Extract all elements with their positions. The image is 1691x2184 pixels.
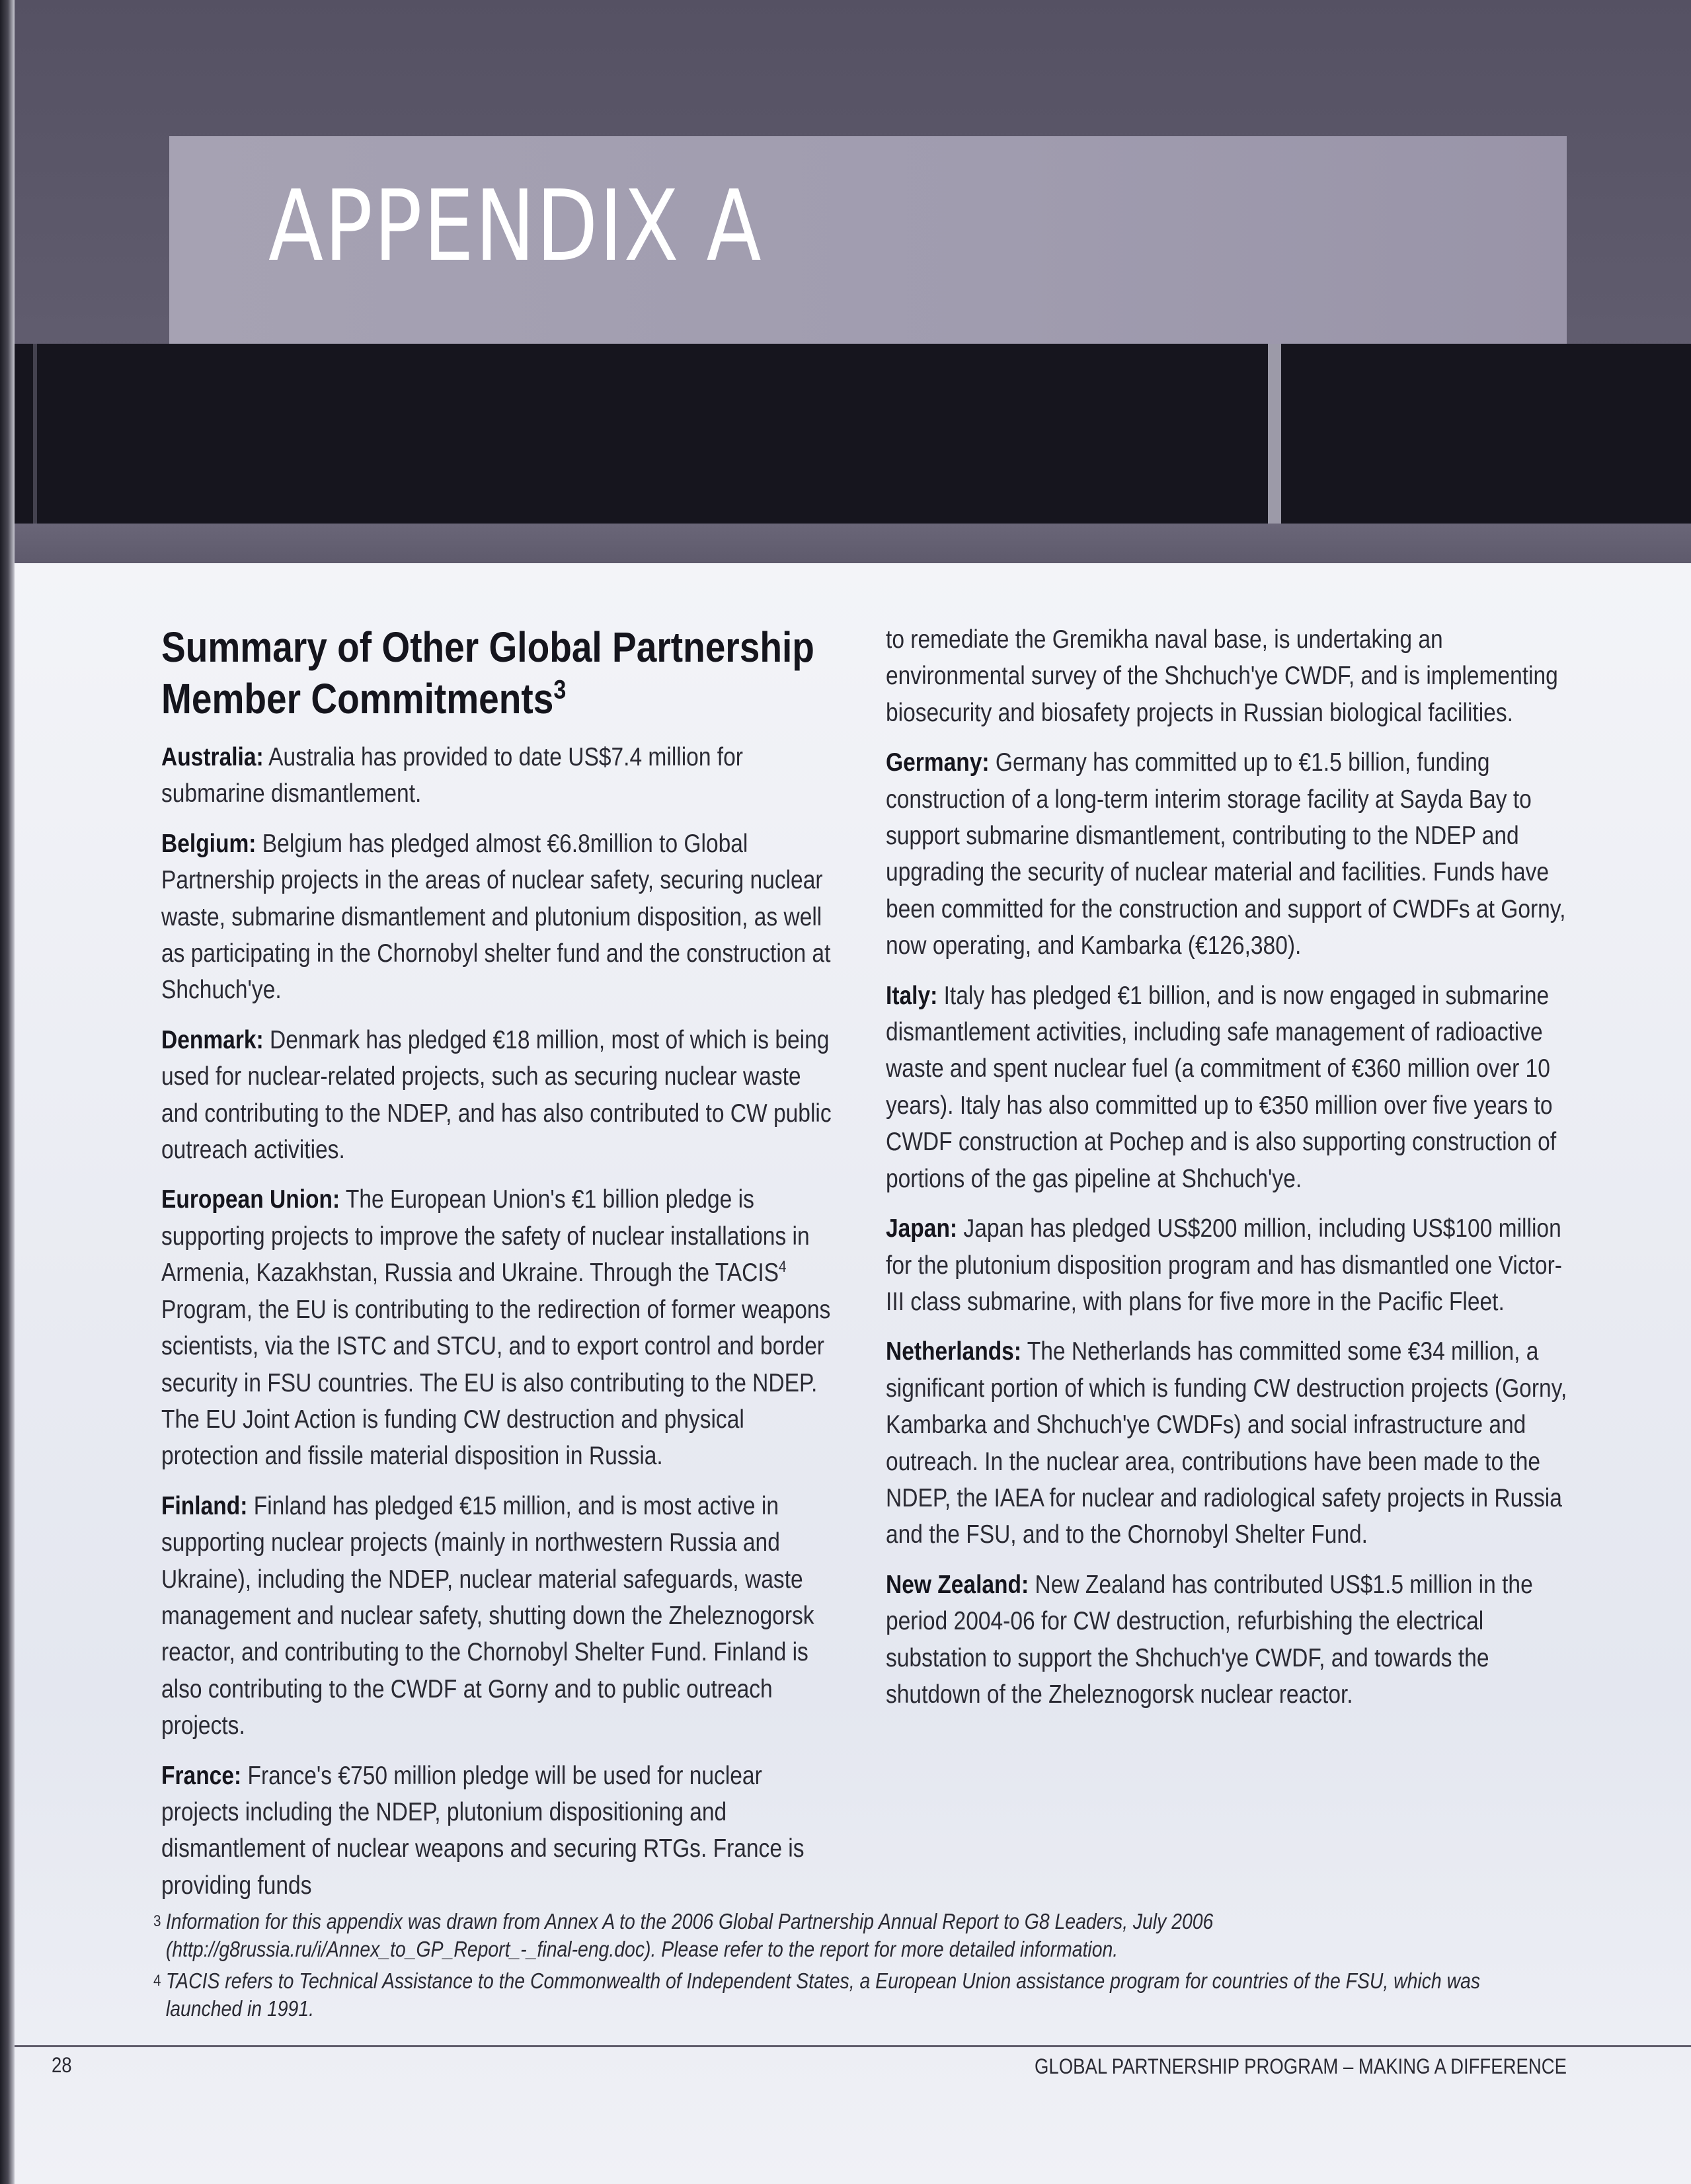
entry-finland-text: Finland has pledged €15 million, and is most active in supporting nuclear projects (mainly in northwestern Russia and Ukraine), including the NDEP, nuclear material safeguards, waste management and nuclear safety, shutting down the Zheleznogorsk reactor, and contributing to the Chornobyl Shelter Fund. Finland is also contributing to the CWDF at Gorny and to public outreach projects. xyxy=(161,1491,814,1740)
entry-new-zealand-text: New Zealand has contributed US$1.5 million in the period 2004-06 for CW destruction, refurbishing the electrical substation to support the Shchuch'ye CWDF, and towards the shutdown of the Zheleznogorsk nuclear reactor. xyxy=(886,1570,1533,1709)
entry-australia-name: Australia: xyxy=(161,743,264,771)
footnote-4 xyxy=(153,1967,1528,2023)
entry-japan xyxy=(886,1210,1567,1320)
entry-australia-text: Australia has provided to date US$7.4 million for submarine dismantlement. xyxy=(161,743,743,808)
entry-netherlands-name: Netherlands: xyxy=(886,1337,1022,1366)
entry-finland-name: Finland: xyxy=(161,1491,248,1520)
section-heading xyxy=(161,621,842,724)
entry-new-zealand xyxy=(886,1567,1567,1713)
entry-european-union-name: European Union: xyxy=(161,1185,340,1214)
footnote-3-number: 3 xyxy=(153,1912,161,1930)
entry-netherlands xyxy=(886,1333,1567,1553)
entry-european-union xyxy=(161,1181,842,1474)
entry-belgium xyxy=(161,826,842,1009)
footnote-4-number: 4 xyxy=(153,1972,161,1990)
section-heading-text: Summary of Other Global Partnership Member Commitments xyxy=(161,623,814,722)
footer-rule xyxy=(15,2045,1691,2047)
entry-new-zealand-name: New Zealand: xyxy=(886,1570,1029,1599)
entry-italy-name: Italy: xyxy=(886,981,938,1010)
appendix-title: APPENDIX A xyxy=(268,169,763,283)
entry-france-name: France: xyxy=(161,1761,242,1790)
running-footer-title: GLOBAL PARTNERSHIP PROGRAM – MAKING A DIFFERENCE xyxy=(1035,2054,1567,2078)
header-bar-divider xyxy=(33,344,37,524)
header-dark-bar-right xyxy=(1281,344,1691,524)
header-under-bar xyxy=(15,524,1691,563)
left-column xyxy=(161,621,842,1917)
section-heading-footnote-ref: 3 xyxy=(553,675,567,705)
footnote-3 xyxy=(153,1908,1528,1963)
entry-finland xyxy=(161,1488,842,1744)
entry-germany-name: Germany: xyxy=(886,748,990,777)
entry-france-text: France's €750 million pledge will be used for nuclear projects including the NDEP, plutonium dispositioning and dismantlement of nuclear weapons and securing RTGs. France is providing funds xyxy=(161,1761,805,1900)
footnote-3-text: Information for this appendix was drawn from Annex A to the 2006 Global Partnership Annual Report to G8 Leaders, July 2006 (http://g8russia.ru/i/Annex_to_GP_Report_-_final-eng.doc). Please refer to the report for more detailed information. xyxy=(165,1909,1214,1961)
entry-belgium-text: Belgium has pledged almost €6.8million to Global Partnership projects in the areas of nuclear safety, securing nuclear waste, submarine dismantlement and plutonium disposition, as well as participating in the Chornobyl shelter fund and the construction at Shchuch'ye. xyxy=(161,829,831,1005)
entry-denmark-text: Denmark has pledged €18 million, most of which is being used for nuclear-related projects, such as securing nuclear waste and contributing to the NDEP, and has also contributed to CW public outreach activities. xyxy=(161,1025,832,1165)
entry-netherlands-text: The Netherlands has committed some €34 million, a significant portion of which is funding CW destruction projects (Gorny, Kambarka and Shchuch'ye CWDFs) and social infrastructure and outreach. In the nuclear area, contributions have been made to the NDEP, the IAEA for nuclear and radiological safety projects in Russia and the FSU, and to the Chornobyl Shelter Fund. xyxy=(886,1337,1567,1549)
header-bar-gap xyxy=(1268,344,1281,524)
entry-italy xyxy=(886,978,1567,1197)
entry-european-union-footnote-ref: 4 xyxy=(779,1258,787,1276)
entry-belgium-name: Belgium: xyxy=(161,829,256,858)
entry-italy-text: Italy has pledged €1 billion, and is now engaged in submarine dismantlement activities, including safe management of radioactive waste and spent nuclear fuel (a commitment of €360 million over 10 years). Italy has also committed up to €350 million over five years to CWDF construction at Pochep and is also supporting construction of portions of the gas pipeline at Shchuch'ye. xyxy=(886,981,1557,1193)
entry-germany-text: Germany has committed up to €1.5 billion, funding construction of a long-term interim storage facility at Sayda Bay to support submarine dismantlement, contributing to the NDEP and upgrading the security of nuclear material and facilities. Funds have been committed for the construction and support of CWDFs at Gorny, now operating, and Kambarka (€126,380). xyxy=(886,748,1566,960)
entry-japan-name: Japan: xyxy=(886,1214,958,1243)
entry-european-union-text: The European Union's €1 billion pledge is supporting projects to improve the safety of nuclear installations in Armenia, Kazakhstan, Russia and Ukraine. Through the TACIS xyxy=(161,1185,810,1288)
entry-france xyxy=(161,1758,842,1904)
header-dark-bar-left xyxy=(15,344,1268,524)
footnotes xyxy=(153,1908,1515,2027)
entry-germany xyxy=(886,744,1567,964)
footnote-4-text: TACIS refers to Technical Assistance to the Commonwealth of Independent States, a European Union assistance program for countries of the FSU, which was launched in 1991. xyxy=(165,1969,1481,2021)
entry-denmark xyxy=(161,1022,842,1169)
entry-european-union-text-continued: Program, the EU is contributing to the redirection of former weapons scientists, via the ISTC and STCU, and to export control and border security in FSU countries. The EU is also contributing to the NDEP. The EU Joint Action is funding CW destruction and physical protection and fissile material disposition in Russia. xyxy=(161,1295,831,1471)
entry-denmark-name: Denmark: xyxy=(161,1025,264,1054)
title-panel xyxy=(169,136,1567,344)
page-number: 28 xyxy=(52,2053,72,2077)
right-column xyxy=(886,621,1567,1726)
entry-japan-text: Japan has pledged US$200 million, including US$100 million for the plutonium disposition program and has dismantled one Victor-III class submarine, with plans for five more in the Pacific Fleet. xyxy=(886,1214,1562,1316)
entry-australia xyxy=(161,739,842,812)
entry-france-continued: to remediate the Gremikha naval base, is undertaking an environmental survey of the Shchuch'ye CWDF, and is implementing biosecurity and biosafety projects in Russian biological facilities. xyxy=(886,625,1558,727)
binding-edge xyxy=(0,0,15,2184)
